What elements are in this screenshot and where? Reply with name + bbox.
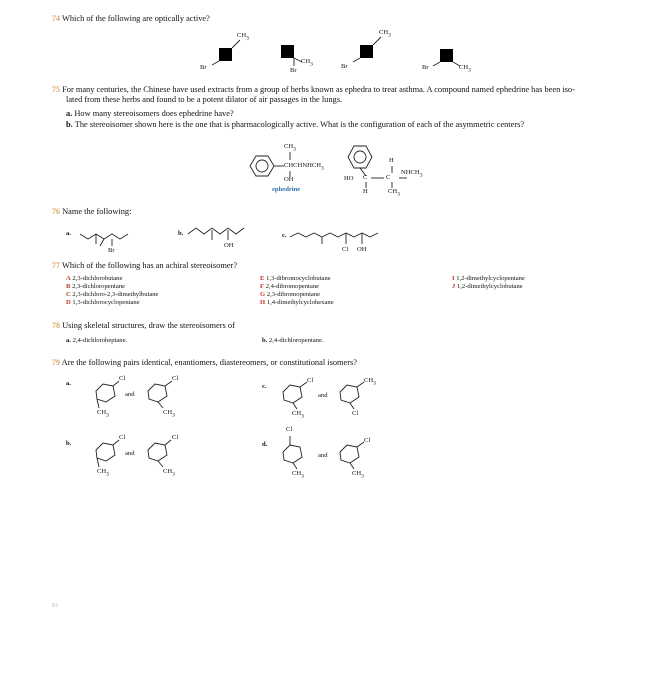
label-ch3: $CH_3$ [237,32,249,42]
label-cl: Cl [307,377,314,384]
label-br: Br [422,64,429,71]
label-cl: Cl [286,426,293,433]
part-label: c. [262,383,267,390]
question-text: Which of the following has an achiral stereoisomer? [61,261,238,270]
label-cl: Cl [172,434,179,441]
and-text: and [125,391,135,398]
label-ch3: $CH_3$ [379,29,391,39]
stereo-h: H [389,157,394,164]
label-ch3: $CH_3$ [459,64,471,74]
stereo-c: C [363,174,368,181]
label-ch3: $CH_3$ [301,58,313,68]
q78-part-a: a. 2,4-dichloroheptane. [66,337,128,344]
question-text: Are the following pairs identical, enantiomers, diastereomers, or constitutional isomers? [61,358,358,367]
question-number: 78 [52,321,60,330]
and-text: and [125,450,135,457]
question-text: Which of the following are optically active? [61,14,210,23]
option: G 2,3-dibromopentane [260,291,321,298]
part-label: d. [262,441,268,448]
option: J 1,2-dimethylcyclobutane [452,283,523,290]
q75-line2: lated from these herbs and found to be a potent dilator of air passages in the lungs. [66,95,343,104]
option: A 2,3-dichlorobutane [66,275,123,282]
eph-name: ephedrine [272,186,301,193]
part-label: a. [66,230,71,237]
question-number: 74 [52,14,60,23]
question-text: Using skeletal structures, draw the stereoisomers of [62,321,235,330]
label-cl: Cl [119,434,126,441]
stereo-ho: HO [344,175,354,182]
stereo-ch3: $CH_3$ [388,188,400,198]
label-cl: Cl [119,375,126,382]
part-label: b. [178,230,184,237]
label-ch3: $CH_3$ [292,470,304,480]
stereo-nhch3: $NHCH_3$ [401,169,423,179]
q75-part-b: b. The stereoisomer shown here is the one that is pharmacologically active. What is the configuration of each of the asymmetric centers? [66,120,525,129]
label-cl: Cl [172,375,179,382]
and-text: and [318,452,328,459]
label-ch3: $CH_3$ [352,470,364,480]
question-number: 77 [52,261,60,270]
eph-oh: OH [284,176,294,183]
label-br: Br [200,64,207,71]
option: D 1,3-dichlorocyclopentane [66,299,140,306]
label-ch3: $CH_3$ [364,377,376,387]
question-number: 75 [52,85,60,94]
label-br: Br [341,63,348,70]
label-oh: OH [224,242,234,249]
label-br: Br [108,247,115,254]
part-label: a. [66,380,71,387]
eph-chain: $CHCHNHCH_3$ [284,162,324,172]
stereo-c: C [386,174,391,181]
option: E 1,3-dibromocyclobutane [260,275,331,282]
and-text: and [318,392,328,399]
label-cl: Cl [342,246,349,253]
page-number: 81 [52,602,59,609]
label-ch3: $CH_3$ [292,410,304,420]
q75-part-a: a. How many stereoisomers does ephedrine have? [66,109,234,118]
option: I 1,2-dimethylcyclopentane [452,275,525,282]
label-ch3: $CH_3$ [163,409,175,419]
question-number: 79 [52,358,60,367]
question-number: 76 [52,207,60,216]
label-ch3: $CH_3$ [97,468,109,478]
stereo-h: H [363,188,368,195]
label-oh: OH [357,246,367,253]
option: H 1,4-dimethylcyclohexane [260,299,334,306]
label-br: Br [290,67,297,74]
label-ch3: $CH_3$ [163,468,175,478]
option: F 2,4-dibromopentane [260,283,319,290]
part-label: c. [282,232,287,239]
label-ch3: $CH_3$ [97,409,109,419]
q78-part-b: b. 2,4-dichloropentane. [262,337,324,344]
label-cl: Cl [364,437,371,444]
option: C 2,3-dichloro-2,3-dimethylbutane [66,291,159,298]
option: B 2,3-dichloropentane [66,283,125,290]
part-label: b. [66,440,72,447]
question-text: For many centuries, the Chinese have used extracts from a group of herbs known as ephedra to treat asthma. A compound named ephedrine has been iso- [62,85,575,94]
question-text: Name the following: [62,207,132,216]
label-cl: Cl [352,410,359,417]
eph-ch3: $CH_3$ [284,143,296,153]
